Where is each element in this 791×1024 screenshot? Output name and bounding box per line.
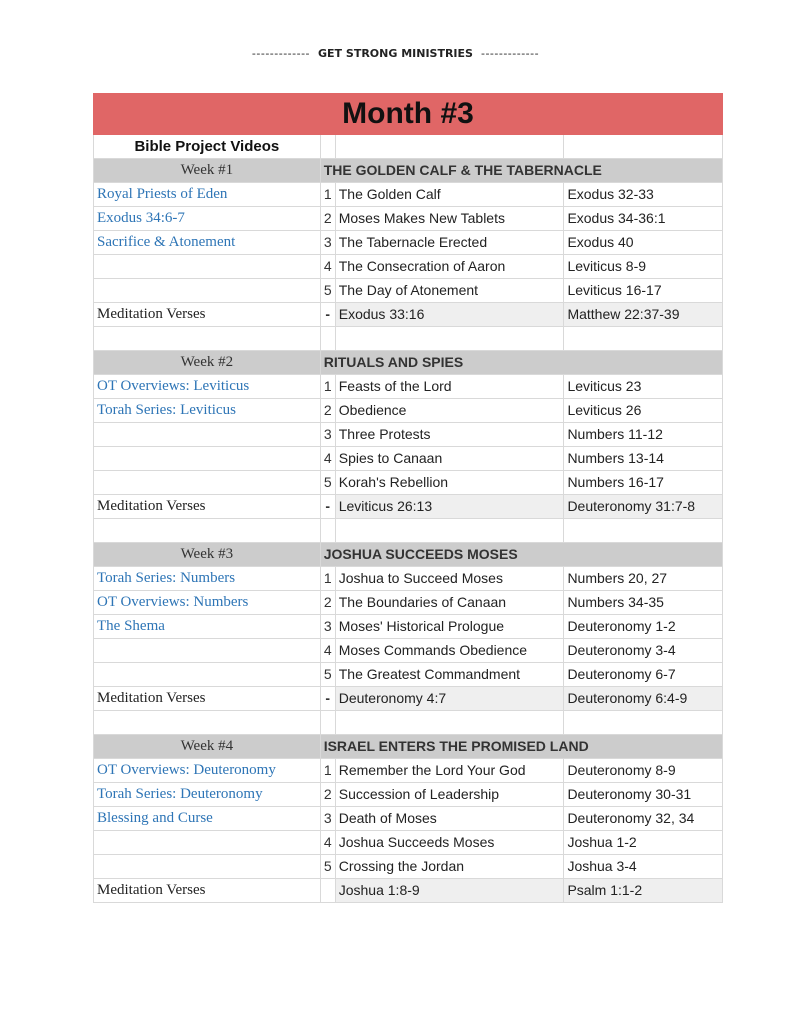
lesson-row — [94, 255, 723, 279]
meditation-verse: Matthew 22:37-39 — [564, 303, 723, 327]
video-link[interactable]: Blessing and Curse — [97, 810, 213, 826]
week-title: ISRAEL ENTERS THE PROMISED LAND — [320, 735, 722, 759]
empty-cell — [320, 135, 335, 159]
meditation-marker: - — [320, 687, 335, 711]
video-link[interactable]: Torah Series: Deuteronomy — [97, 786, 263, 802]
lesson-number: 2 — [320, 207, 335, 231]
scripture-reference: Deuteronomy 3-4 — [564, 639, 723, 663]
lesson-title: Moses' Historical Prologue — [335, 615, 564, 639]
ministry-name: GET STRONG MINISTRIES — [318, 47, 473, 60]
video-link[interactable]: OT Overviews: Numbers — [97, 594, 249, 610]
header-dashes-right: ------------- — [480, 47, 540, 60]
meditation-marker — [320, 879, 335, 903]
lesson-number: 3 — [320, 807, 335, 831]
scripture-reference: Leviticus 26 — [564, 399, 723, 423]
lesson-row — [94, 183, 723, 207]
lesson-row — [94, 207, 723, 231]
video-link-cell — [94, 567, 321, 591]
lesson-title: Crossing the Jordan — [335, 855, 564, 879]
header-dashes-left: ------------- — [251, 47, 311, 60]
empty-cell — [564, 519, 723, 543]
empty-cell — [335, 711, 564, 735]
scripture-reference: Numbers 11-12 — [564, 423, 723, 447]
video-link-cell — [94, 591, 321, 615]
lesson-title: Feasts of the Lord — [335, 375, 564, 399]
lesson-row — [94, 759, 723, 783]
lesson-row — [94, 567, 723, 591]
empty-cell — [94, 711, 321, 735]
lesson-row — [94, 615, 723, 639]
scripture-reference: Joshua 3-4 — [564, 855, 723, 879]
page-header — [0, 47, 791, 60]
empty-cell — [94, 663, 321, 687]
scripture-reference: Exodus 34-36:1 — [564, 207, 723, 231]
lesson-number: 3 — [320, 423, 335, 447]
scripture-reference: Deuteronomy 1-2 — [564, 615, 723, 639]
meditation-verse: Psalm 1:1-2 — [564, 879, 723, 903]
video-link-cell — [94, 399, 321, 423]
lesson-number: 5 — [320, 279, 335, 303]
empty-cell — [320, 327, 335, 351]
video-link[interactable]: Torah Series: Leviticus — [97, 402, 236, 418]
lesson-title: Korah's Rebellion — [335, 471, 564, 495]
lesson-number: 1 — [320, 567, 335, 591]
lesson-title: Moses Makes New Tablets — [335, 207, 564, 231]
lesson-row — [94, 471, 723, 495]
video-link[interactable]: OT Overviews: Deuteronomy — [97, 762, 276, 778]
empty-cell — [335, 327, 564, 351]
video-link-cell — [94, 231, 321, 255]
video-link-cell — [94, 375, 321, 399]
scripture-reference: Numbers 34-35 — [564, 591, 723, 615]
scripture-reference: Deuteronomy 32, 34 — [564, 807, 723, 831]
lesson-number: 2 — [320, 783, 335, 807]
lesson-row — [94, 591, 723, 615]
lesson-number: 4 — [320, 639, 335, 663]
video-link-cell — [94, 759, 321, 783]
empty-cell — [94, 831, 321, 855]
meditation-marker: - — [320, 495, 335, 519]
week-header-row — [94, 735, 723, 759]
lesson-number: 3 — [320, 231, 335, 255]
scripture-reference: Deuteronomy 6-7 — [564, 663, 723, 687]
empty-cell — [564, 327, 723, 351]
lesson-row — [94, 831, 723, 855]
empty-cell — [94, 423, 321, 447]
lesson-row — [94, 855, 723, 879]
empty-cell — [94, 471, 321, 495]
meditation-row — [94, 687, 723, 711]
lesson-row — [94, 639, 723, 663]
empty-cell — [335, 135, 564, 159]
week-title: RITUALS AND SPIES — [320, 351, 722, 375]
empty-cell — [94, 327, 321, 351]
lesson-row — [94, 399, 723, 423]
week-label: Week #1 — [94, 159, 321, 183]
lesson-title: The Golden Calf — [335, 183, 564, 207]
lesson-title: Moses Commands Obedience — [335, 639, 564, 663]
meditation-verse: Leviticus 26:13 — [335, 495, 564, 519]
scripture-reference: Leviticus 23 — [564, 375, 723, 399]
empty-cell — [564, 711, 723, 735]
scripture-reference: Numbers 13-14 — [564, 447, 723, 471]
video-link-cell — [94, 207, 321, 231]
week-label: Week #2 — [94, 351, 321, 375]
spacer-row — [94, 327, 723, 351]
lesson-title: Death of Moses — [335, 807, 564, 831]
lesson-row — [94, 375, 723, 399]
video-link-cell — [94, 783, 321, 807]
spacer-row — [94, 519, 723, 543]
month-title-row — [94, 94, 723, 135]
video-link-cell — [94, 807, 321, 831]
video-link[interactable]: The Shema — [97, 618, 165, 634]
meditation-label: Meditation Verses — [94, 495, 321, 519]
week-title: THE GOLDEN CALF & THE TABERNACLE — [320, 159, 722, 183]
lesson-title: The Consecration of Aaron — [335, 255, 564, 279]
videos-header-row — [94, 135, 723, 159]
reading-plan-table — [93, 93, 723, 903]
lesson-title: Remember the Lord Your God — [335, 759, 564, 783]
scripture-reference: Leviticus 16-17 — [564, 279, 723, 303]
meditation-row — [94, 303, 723, 327]
lesson-row — [94, 279, 723, 303]
lesson-title: The Greatest Commandment — [335, 663, 564, 687]
lesson-number: 4 — [320, 447, 335, 471]
scripture-reference: Deuteronomy 8-9 — [564, 759, 723, 783]
lesson-number: 2 — [320, 399, 335, 423]
empty-cell — [94, 855, 321, 879]
lesson-number: 1 — [320, 183, 335, 207]
empty-cell — [94, 255, 321, 279]
lesson-row — [94, 231, 723, 255]
lesson-number: 5 — [320, 855, 335, 879]
lesson-title: Joshua Succeeds Moses — [335, 831, 564, 855]
scripture-reference: Leviticus 8-9 — [564, 255, 723, 279]
empty-cell — [564, 135, 723, 159]
video-link[interactable]: Exodus 34:6-7 — [97, 210, 185, 226]
scripture-reference: Exodus 32-33 — [564, 183, 723, 207]
empty-cell — [94, 519, 321, 543]
month-title: Month #3 — [94, 94, 723, 135]
bible-project-videos-header: Bible Project Videos — [94, 135, 321, 159]
empty-cell — [320, 519, 335, 543]
video-link-cell — [94, 183, 321, 207]
empty-cell — [335, 519, 564, 543]
video-link[interactable]: OT Overviews: Leviticus — [97, 378, 250, 394]
lesson-number: 4 — [320, 831, 335, 855]
lesson-row — [94, 663, 723, 687]
scripture-reference: Numbers 20, 27 — [564, 567, 723, 591]
meditation-verse: Deuteronomy 31:7-8 — [564, 495, 723, 519]
lesson-number: 5 — [320, 471, 335, 495]
empty-cell — [320, 711, 335, 735]
lesson-number: 2 — [320, 591, 335, 615]
lesson-number: 4 — [320, 255, 335, 279]
meditation-row — [94, 495, 723, 519]
scripture-reference: Joshua 1-2 — [564, 831, 723, 855]
week-header-row — [94, 543, 723, 567]
lesson-title: The Boundaries of Canaan — [335, 591, 564, 615]
video-link[interactable]: Torah Series: Numbers — [97, 570, 236, 586]
lesson-row — [94, 807, 723, 831]
lesson-title: The Tabernacle Erected — [335, 231, 564, 255]
meditation-label: Meditation Verses — [94, 303, 321, 327]
lesson-title: Joshua to Succeed Moses — [335, 567, 564, 591]
meditation-verse: Exodus 33:16 — [335, 303, 564, 327]
lesson-number: 3 — [320, 615, 335, 639]
week-label: Week #3 — [94, 543, 321, 567]
lesson-title: The Day of Atonement — [335, 279, 564, 303]
meditation-verse: Deuteronomy 6:4-9 — [564, 687, 723, 711]
empty-cell — [94, 279, 321, 303]
empty-cell — [94, 639, 321, 663]
video-link-cell — [94, 615, 321, 639]
lesson-title: Spies to Canaan — [335, 447, 564, 471]
meditation-verse: Deuteronomy 4:7 — [335, 687, 564, 711]
scripture-reference: Exodus 40 — [564, 231, 723, 255]
video-link[interactable]: Sacrifice & Atonement — [97, 234, 236, 250]
lesson-row — [94, 783, 723, 807]
scripture-reference: Deuteronomy 30-31 — [564, 783, 723, 807]
meditation-label: Meditation Verses — [94, 687, 321, 711]
video-link[interactable]: Royal Priests of Eden — [97, 186, 228, 202]
spacer-row — [94, 711, 723, 735]
lesson-title: Succession of Leadership — [335, 783, 564, 807]
lesson-number: 5 — [320, 663, 335, 687]
week-header-row — [94, 159, 723, 183]
week-header-row — [94, 351, 723, 375]
empty-cell — [94, 447, 321, 471]
lesson-row — [94, 447, 723, 471]
lesson-row — [94, 423, 723, 447]
week-label: Week #4 — [94, 735, 321, 759]
week-title: JOSHUA SUCCEEDS MOSES — [320, 543, 722, 567]
meditation-marker: - — [320, 303, 335, 327]
meditation-verse: Joshua 1:8-9 — [335, 879, 564, 903]
lesson-number: 1 — [320, 375, 335, 399]
meditation-row — [94, 879, 723, 903]
meditation-label: Meditation Verses — [94, 879, 321, 903]
lesson-title: Three Protests — [335, 423, 564, 447]
lesson-title: Obedience — [335, 399, 564, 423]
lesson-number: 1 — [320, 759, 335, 783]
scripture-reference: Numbers 16-17 — [564, 471, 723, 495]
